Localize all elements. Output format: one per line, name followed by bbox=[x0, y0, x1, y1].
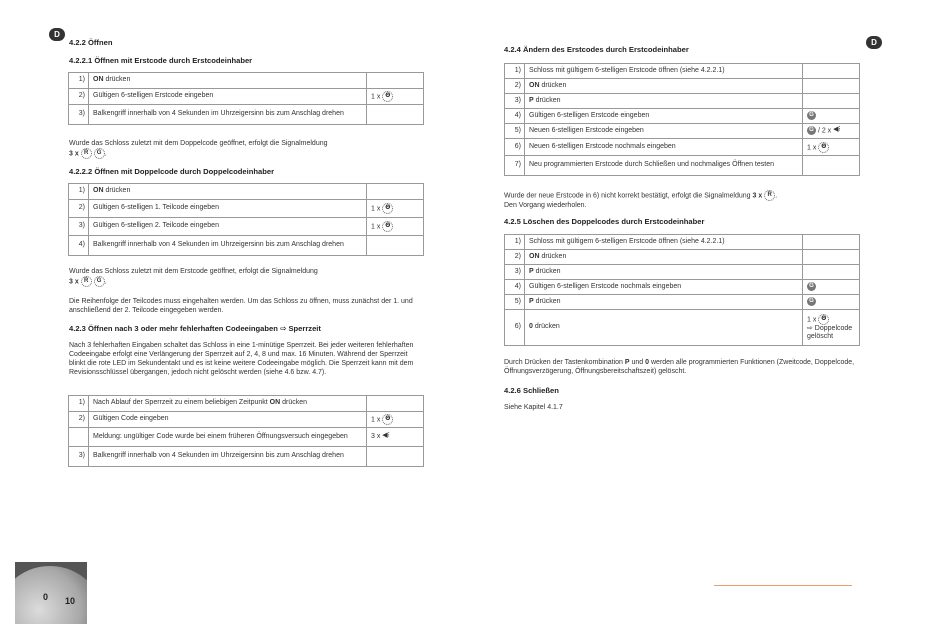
table-row: 4) Gültigen 6-stelligen Erstcode eingeben G bbox=[505, 109, 860, 124]
table-row: 6) 0 drücken 1 x Ꙩ ⇨ Doppelcode gelöscht bbox=[505, 310, 860, 346]
para-teilcodes: Die Reihenfolge der Teilcodes muss eingehalten werden. Um das Schloss zu öffnen, muss zunächst der 1. und anschließend der 2. Teilcode eingegeben werden. bbox=[69, 298, 413, 314]
table-4-2-3 bbox=[68, 395, 424, 467]
note-4-2-4: Wurde der neue Erstcode in 6) nicht korrekt bestätigt, erfolgt die Signalmeldung 3 x R . Den Vorgang wiederholen. bbox=[504, 192, 778, 209]
table-4-2-2-2 bbox=[68, 183, 424, 256]
safe-dial-image bbox=[15, 562, 87, 624]
para-4-2-5: Durch Drücken der Tastenkombination P und 0 werden alle programmierten Funktionen (Zweitcode, Doppelcode, Öffnungsverzögerung, Öffnungsbereitschaftszeit) gelöscht. bbox=[504, 359, 855, 375]
table-row: 4) Gültigen 6-stelligen Erstcode nochmals eingeben G bbox=[505, 280, 860, 295]
language-badge: D bbox=[866, 36, 882, 49]
table-row: 1) Schloss mit gültigem 6-stelligen Erstcode öffnen (siehe 4.2.2.1) bbox=[505, 235, 860, 250]
led-icon: Ꙩ bbox=[818, 314, 829, 325]
dial-ring bbox=[15, 566, 87, 624]
section-4-2-4-title: 4.2.4 Ändern des Erstcodes durch Erstcodeinhaber bbox=[504, 45, 689, 54]
section-4-2-3-title: 4.2.3 Öffnen nach 3 oder mehr fehlerhaften Codeeingaben ⇨ Sperrzeit bbox=[69, 324, 321, 333]
table-4-2-2-1 bbox=[68, 72, 424, 125]
section-4-2-2-2-title: 4.2.2.2 Öffnen mit Doppelcode durch Doppelcodeinhaber bbox=[69, 167, 275, 176]
section-4-2-6-text: Siehe Kapitel 4.1.7 bbox=[504, 404, 563, 411]
table-row: Meldung: ungültiger Code wurde bei einem früheren Öffnungsversuch eingegeben 3 x ◀⁝ bbox=[69, 428, 424, 447]
g-button-icon: G bbox=[807, 126, 816, 135]
table-row: 3) Balkengriff innerhalb von 4 Sekunden im Uhrzeigersinn bis zum Anschlag drehen bbox=[69, 105, 424, 125]
section-4-2-5-title: 4.2.5 Löschen des Doppelcodes durch Erstcodeinhaber bbox=[504, 217, 705, 226]
table-row: 1) ON drücken bbox=[69, 184, 424, 200]
table-4-2-5 bbox=[504, 234, 860, 346]
speaker-icon: ◀⁝ bbox=[382, 432, 390, 440]
note-4-2-2-1: Wurde das Schloss zuletzt mit dem Doppelcode geöffnet, erfolgt die Signalmeldung 3 x R G . bbox=[69, 140, 328, 158]
section-4-2-2-title: 4.2.2 Öffnen bbox=[69, 38, 113, 47]
r-signal-icon: R bbox=[81, 148, 92, 159]
table-row: 5) Neuen 6-stelligen Erstcode eingeben G / 2 x ◀⁝ bbox=[505, 124, 860, 139]
table-row: 3) P drücken bbox=[505, 265, 860, 280]
table-row: 7) Neu programmierten Erstcode durch Schließen und nochmaliges Öffnen testen bbox=[505, 156, 860, 176]
table-row: 2) Gültigen 6-stelligen Erstcode eingeben 1 x Ꙩ bbox=[69, 89, 424, 105]
led-icon: Ꙩ bbox=[382, 91, 393, 102]
para-sperrzeit: Nach 3 fehlerhaften Eingaben schaltet das Schloss in eine 1-minütige Sperrzeit. Bei jeder weiteren fehlerhaften Codeeingabe erfolgt eine Verlängerung der Sperrzeit auf 2, 4, 8 und max. 16 Minuten. Während der Sperrzeit blinkt die rote LED im Sekundentakt und es ist keine weitere Codeeingabe möglich. Die Sperrzeit kann mit dem Revisionsschlüssel übergangen, jedoch nicht gelöscht werden (siehe 4.6 bzw. 4.7). bbox=[69, 342, 414, 376]
note-4-2-2-2: Wurde das Schloss zuletzt mit dem Erstcode geöffnet, erfolgt die Signalmeldung 3 x R G . bbox=[69, 268, 318, 286]
table-row: 1) Schloss mit gültigem 6-stelligen Erstcode öffnen (siehe 4.2.2.1) bbox=[505, 64, 860, 79]
section-4-2-6-title: 4.2.6 Schließen bbox=[504, 386, 559, 395]
table-row: 4) Balkengriff innerhalb von 4 Sekunden im Uhrzeigersinn bis zum Anschlag drehen bbox=[69, 236, 424, 256]
section-4-2-2-1-title: 4.2.2.1 Öffnen mit Erstcode durch Erstcodeinhaber bbox=[69, 56, 253, 65]
table-4-2-4 bbox=[504, 63, 860, 176]
led-icon: Ꙩ bbox=[382, 414, 393, 425]
speaker-icon: ◀⁝ bbox=[833, 126, 841, 134]
led-icon: Ꙩ bbox=[382, 221, 393, 232]
table-row: 2) ON drücken bbox=[505, 250, 860, 265]
left-page bbox=[0, 0, 470, 627]
language-badge: D bbox=[49, 28, 65, 41]
g-button-icon: G bbox=[807, 111, 816, 120]
g-button-icon: G bbox=[807, 282, 816, 291]
table-row: 3) Gültigen 6-stelligen 2. Teilcode eingeben 1 x Ꙩ bbox=[69, 218, 424, 236]
table-row: 6) Neuen 6-stelligen Erstcode nochmals eingeben 1 x Ꙩ bbox=[505, 139, 860, 156]
g-signal-icon: G bbox=[94, 148, 105, 159]
table-row: 2) Gültigen Code eingeben 1 x Ꙩ bbox=[69, 412, 424, 428]
footer-line bbox=[714, 585, 852, 586]
dial-number-0: 0 bbox=[43, 592, 49, 602]
table-row: 2) Gültigen 6-stelligen 1. Teilcode eingeben 1 x Ꙩ bbox=[69, 200, 424, 218]
right-page bbox=[475, 0, 950, 627]
dial-number-10: 10 bbox=[65, 596, 76, 606]
led-icon: Ꙩ bbox=[818, 142, 829, 153]
table-row: 3) P drücken bbox=[505, 94, 860, 109]
r-signal-icon: R bbox=[764, 190, 775, 201]
table-row: 1) Nach Ablauf der Sperrzeit zu einem beliebigen Zeitpunkt ON drücken bbox=[69, 396, 424, 412]
r-signal-icon: R bbox=[81, 276, 92, 287]
table-row: 2) ON drücken bbox=[505, 79, 860, 94]
g-button-icon: G bbox=[807, 297, 816, 306]
led-icon: Ꙩ bbox=[382, 203, 393, 214]
table-row: 1) ON drücken bbox=[69, 73, 424, 89]
table-row: 3) Balkengriff innerhalb von 4 Sekunden im Uhrzeigersinn bis zum Anschlag drehen bbox=[69, 447, 424, 467]
table-row: 5) P drücken G bbox=[505, 295, 860, 310]
g-signal-icon: G bbox=[94, 276, 105, 287]
